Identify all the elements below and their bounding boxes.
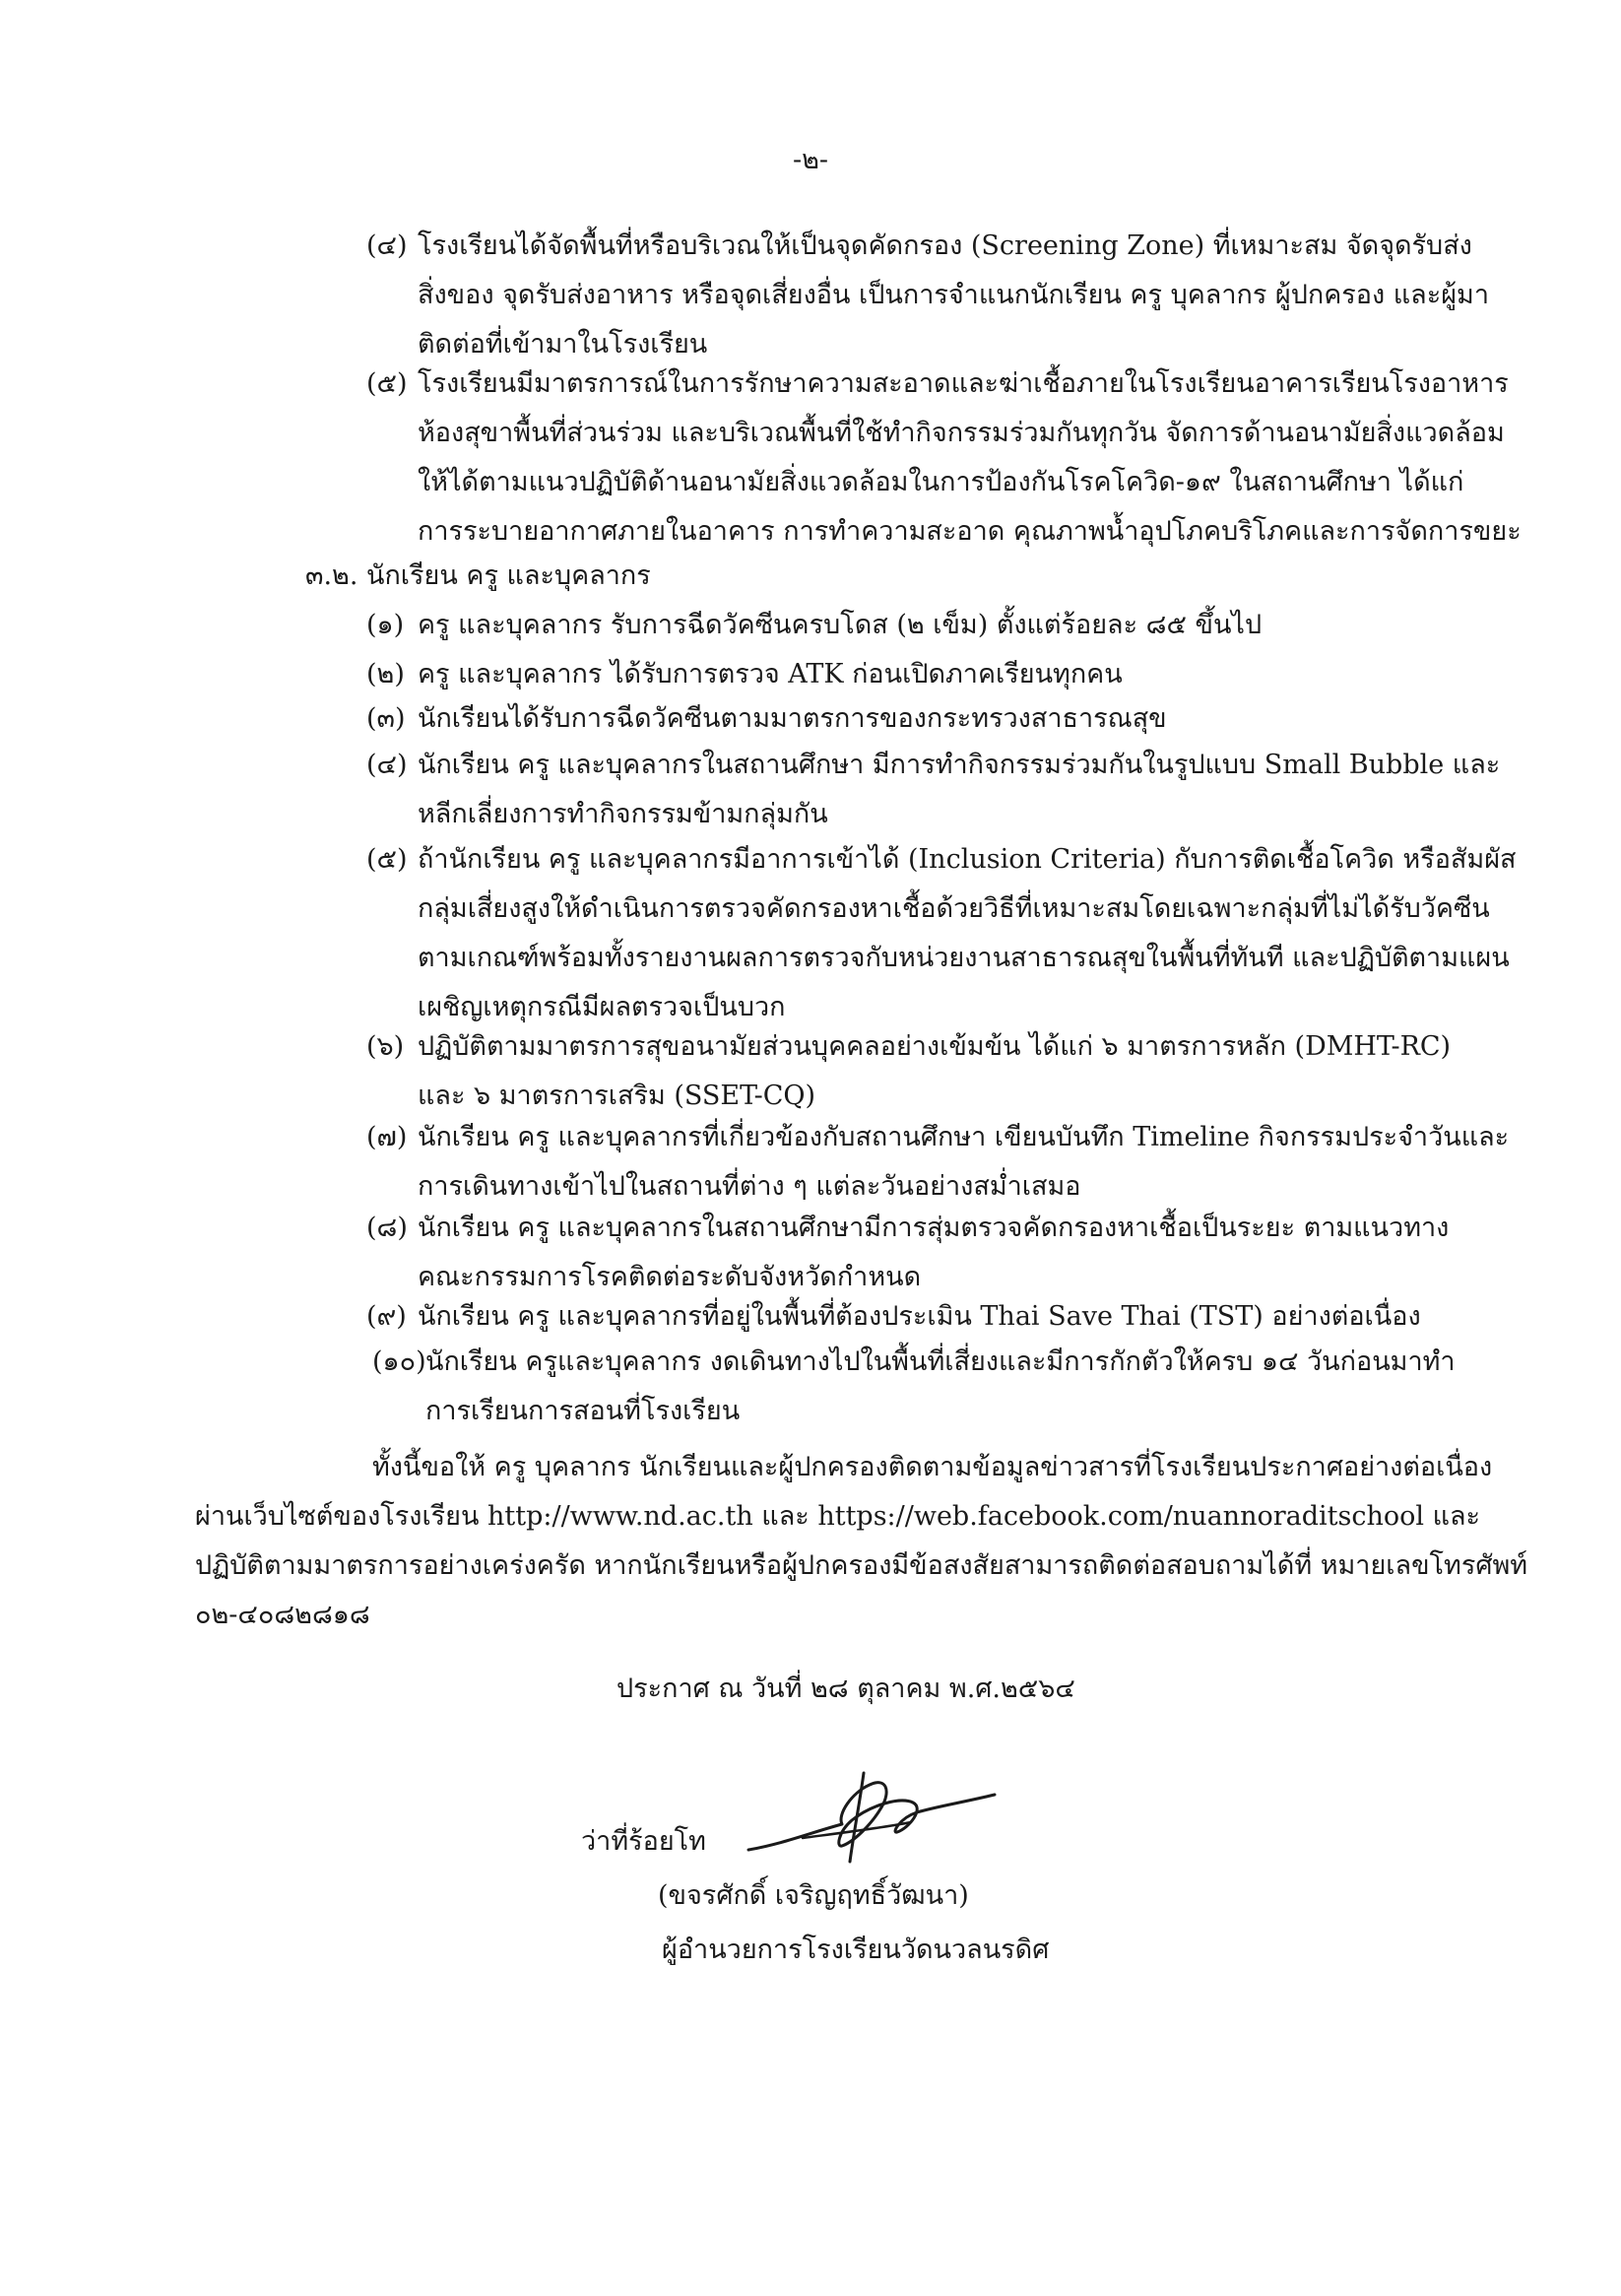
paragraph-line: ผ่านเว็บไซต์ของโรงเรียน http://www.nd.ac.th และ https://web.facebook.com/nuannoraditschool และ (195, 1501, 1481, 1532)
item-line: ให้ได้ตามแนวปฏิบัติด้านอนามัยสิ่งแวดล้อมในการป้องกันโรคโควิด-๑๙ ในสถานศึกษา ได้แก่ (418, 467, 1464, 497)
item-text (418, 650, 1123, 699)
item-line: นักเรียน ครู และบุคลากรที่อยู่ในพื้นที่ต้องประเมิน Thai Save Thai (TST) อย่างต่อเนื่อง (418, 1301, 1421, 1332)
item-line: นักเรียน ครู และบุคลากรในสถานศึกษา มีการทำกิจกรรมร่วมกันในรูปแบบ Small Bubble และ (418, 750, 1501, 780)
item-line: ครู และบุคลากร รับการฉีดวัคซีนครบโดส (๒ เข็ม) ตั้งแต่ร้อยละ ๘๕ ขึ้นไป (418, 610, 1263, 640)
item-number: (๔) (366, 750, 408, 780)
item-text (418, 741, 1500, 839)
item-line: ห้องสุขาพื้นที่ส่วนร่วม และบริเวณพื้นที่ใช้ทำกิจกรรมร่วมกันทุกวัน จัดการด้านอนามัยสิ่งแวดล้อม (418, 418, 1505, 448)
handwritten-signature-icon (744, 1763, 1000, 1871)
item-text (418, 1022, 1451, 1121)
item-number: (๓) (366, 703, 406, 734)
item-number: (๘) (366, 1213, 408, 1243)
item-text (418, 222, 1489, 369)
item-line: สิ่งของ จุดรับส่งอาหาร หรือจุดเสี่ยงอื่น เป็นการจำแนกนักเรียน ครู บุคลากร ผู้ปกครอง และผู้มา (418, 280, 1490, 310)
item-number: (๗) (366, 1122, 408, 1152)
paragraph-line: ทั้งนี้ขอให้ ครู บุคลากร นักเรียนและผู้ปกครองติดตามข้อมูลข่าวสารที่โรงเรียนประกาศอย่างต่อเนื่อง (372, 1452, 1493, 1482)
item-line: นักเรียน ครู และบุคลากรที่เกี่ยวข้องกับสถานศึกษา เขียนบันทึก Timeline กิจกรรมประจำวันและ (418, 1122, 1510, 1152)
item-number: (๑๐) (372, 1346, 426, 1377)
item-line: ถ้านักเรียน ครู และบุคลากรมีอาการเข้าได้ (Inclusion Criteria) กับการติดเชื้อโควิด หรือสัมผัส (418, 844, 1517, 875)
item-line: นักเรียน ครูและบุคลากร งดเดินทางไปในพื้นที่เสี่ยงและมีการกักตัวให้ครบ ๑๔ วันก่อนมาทำ (425, 1346, 1456, 1377)
signatory-rank: ว่าที่ร้อยโท (581, 1826, 706, 1857)
item-line: เผชิญเหตุกรณีมีผลตรวจเป็นบวก (418, 992, 786, 1022)
item-line: และ ๖ มาตรการเสริม (SSET-CQ) (418, 1081, 816, 1111)
signatory-position: ผู้อำนวยการโรงเรียนวัดนวลนรดิศ (662, 1935, 1050, 1965)
item-line: ปฏิบัติตามมาตรการสุขอนามัยส่วนบุคคลอย่างเข้มข้น ได้แก่ ๖ มาตรการหลัก (DMHT-RC) (418, 1031, 1452, 1062)
item-number: (๙) (366, 1301, 407, 1332)
item-text (418, 601, 1262, 650)
item-line: หลีกเลี่ยงการทำกิจกรรมข้ามกลุ่มกัน (418, 799, 828, 829)
item-number: (๒) (366, 659, 405, 689)
item-number: (๔) (366, 230, 408, 261)
item-text (418, 1113, 1509, 1212)
item-line: กลุ่มเสี่ยงสูงให้ดำเนินการตรวจคัดกรองหาเชื้อด้วยวิธีที่เหมาะสมโดยเฉพาะกลุ่มที่ไม่ได้รับวัคซีน (418, 893, 1490, 924)
page-number: -๒- (792, 145, 829, 175)
item-line: นักเรียน ครู และบุคลากรในสถานศึกษามีการสุ่มตรวจคัดกรองหาเชื้อเป็นระยะ ตามแนวทาง (418, 1213, 1450, 1243)
paragraph-line: ๐๒-๔๐๘๒๘๑๘ (195, 1600, 370, 1630)
item-line: ครู และบุคลากร ได้รับการตรวจ ATK ก่อนเปิดภาคเรียนทุกคน (418, 659, 1123, 689)
item-text (418, 360, 1522, 557)
item-line: นักเรียนได้รับการฉีดวัคซีนตามมาตรการของกระทรวงสาธารณสุข (418, 703, 1167, 734)
item-number: (๑) (366, 610, 405, 640)
item-number: (๕) (366, 368, 408, 399)
announcement-date: ประกาศ ณ วันที่ ๒๘ ตุลาคม พ.ศ.๒๕๖๔ (616, 1673, 1075, 1704)
item-line: การระบายอากาศภายในอาคาร การทำความสะอาด คุณภาพน้ำอุปโภคบริโภคและการจัดการขยะ (418, 516, 1522, 547)
item-line: ติดต่อที่เข้ามาในโรงเรียน (418, 329, 708, 360)
item-text (418, 1204, 1449, 1302)
paragraph-line: ปฏิบัติตามมาตรการอย่างเคร่งครัด หากนักเรียนหรือผู้ปกครองมีข้อสงสัยสามารถติดต่อสอบถามได้ที่ หมายเลขโทรศัพท์ (195, 1550, 1528, 1581)
item-line: การเดินทางเข้าไปในสถานที่ต่าง ๆ แต่ละวันอย่างสม่ำเสมอ (418, 1171, 1081, 1202)
item-text (418, 835, 1517, 1032)
item-text (418, 694, 1167, 744)
item-line: การเรียนการสอนที่โรงเรียน (425, 1396, 741, 1426)
item-text (425, 1338, 1456, 1436)
item-text (418, 1292, 1421, 1342)
item-line: โรงเรียนได้จัดพื้นที่หรือบริเวณให้เป็นจุดคัดกรอง (Screening Zone) ที่เหมาะสม จัดจุดรับส่ง (418, 230, 1472, 261)
signatory-name: (ขจรศักดิ์ เจริญฤทธิ์วัฒนา) (658, 1880, 969, 1911)
closing-paragraph (195, 1443, 1528, 1640)
item-line: คณะกรรมการโรคติดต่อระดับจังหวัดกำหนด (418, 1262, 922, 1292)
item-number: (๖) (366, 1031, 405, 1062)
item-number: (๕) (366, 844, 408, 875)
item-line: ตามเกณฑ์พร้อมทั้งรายงานผลการตรวจกับหน่วยงานสาธารณสุขในพื้นที่ทันที และปฏิบัติตามแผน (418, 943, 1510, 973)
section-heading: ๓.๒. นักเรียน ครู และบุคลากร (305, 560, 651, 591)
item-line: โรงเรียนมีมาตรการณ์ในการรักษาความสะอาดและฆ่าเชื้อภายในโรงเรียนอาคารเรียนโรงอาหาร (418, 368, 1509, 399)
